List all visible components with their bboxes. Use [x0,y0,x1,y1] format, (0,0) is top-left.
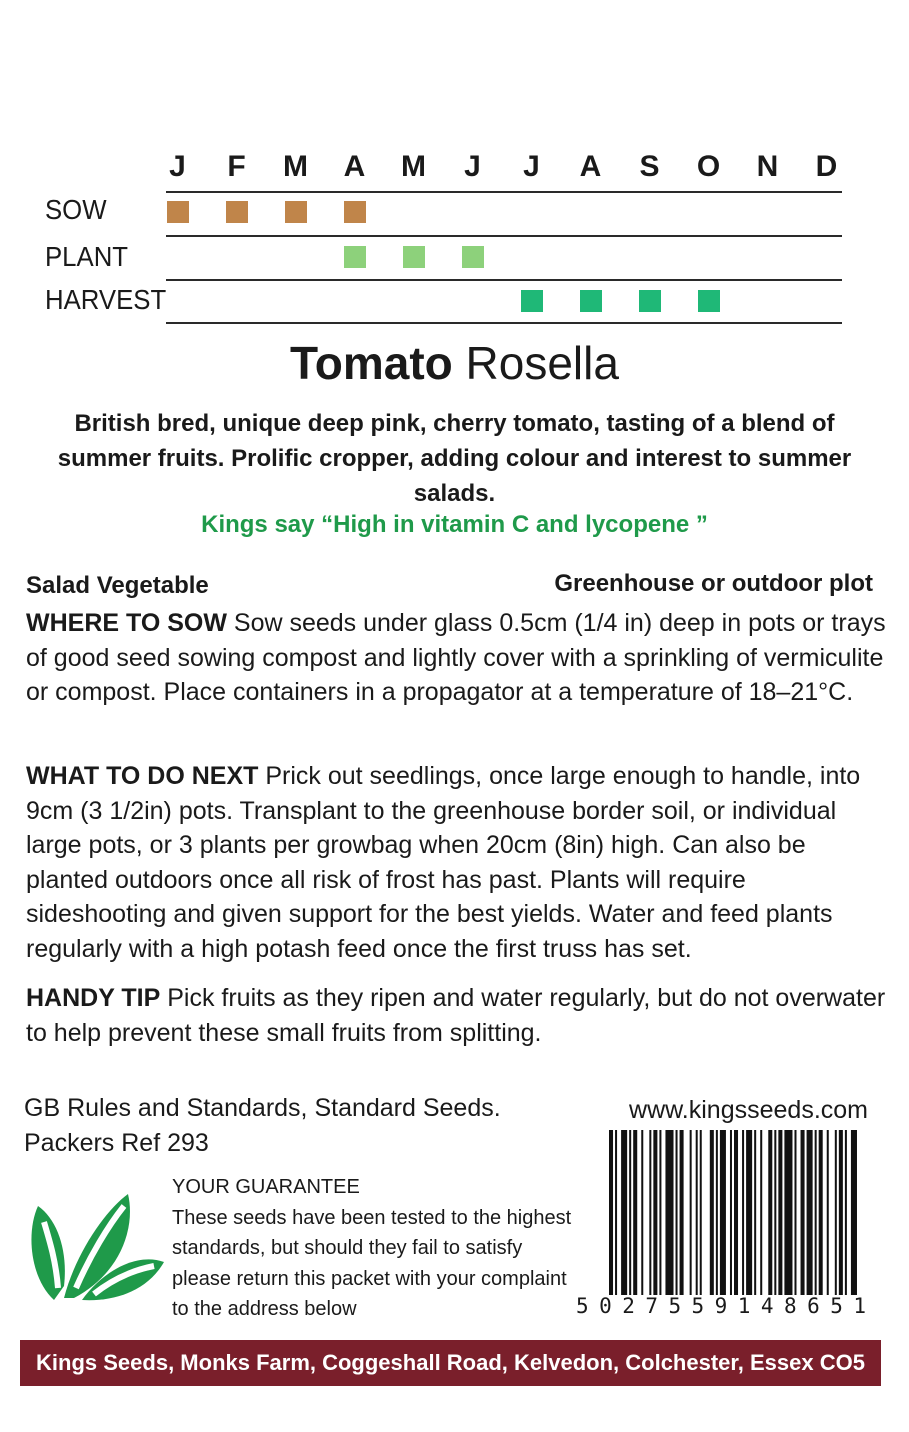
month-header: S [639,150,661,183]
address-bar: Kings Seeds, Monks Farm, Coggeshall Road, Kelvedon, Colchester, Essex CO5 9PG [20,1340,881,1386]
category-label: Salad Vegetable [26,572,209,599]
calendar-marker [698,290,720,312]
rules-standards [24,1091,501,1161]
what-to-do-next-section [26,759,886,966]
what-to-do-next-text: Prick out seedlings, once large enough to handle, into 9cm (3 1/2in) pots. Transplant to the greenhouse border soil, or individual large pots, or 3 plants per growbag when 20cm (8in) high. Can also be planted outdoors once all risk of frost has past. Plants will require sideshooting and given support for the best yields. Water and feed plants regularly with a high potash feed once the first truss has set. [26,762,861,963]
barcode-digit: 7 [645,1294,658,1318]
calendar-marker [285,201,307,223]
calendar-rule [166,279,842,281]
calendar-marker [344,246,366,268]
month-header: A [343,150,367,183]
calendar-row-label: PLANT [45,241,129,272]
barcode-digit: 5 [830,1294,843,1318]
month-header: J [464,150,482,183]
handy-tip-section [26,981,886,1050]
handy-tip-text: Pick fruits as they ripen and water regularly, but do not overwater to help prevent these small fruits from splitting. [26,984,886,1047]
handy-tip-heading: HANDY TIP [26,984,161,1012]
month-header: F [227,150,247,183]
calendar-marker [167,201,189,223]
sowing-calendar [0,0,909,340]
packers-ref: Packers Ref 293 [24,1129,209,1157]
title-variety: Rosella [465,337,619,389]
where-to-sow-section [26,606,886,710]
month-header: M [283,150,309,183]
barcode-digit: 0 [599,1294,612,1318]
barcode-digit: 5 [691,1294,705,1318]
barcode-digit: 6 [807,1294,820,1318]
month-header: M [401,150,427,183]
barcode-digit: 5 [576,1294,589,1318]
barcode-digit: 8 [783,1294,797,1318]
website-url: www.kingsseeds.com [629,1096,868,1124]
kings-leaf-logo-icon [24,1192,166,1302]
barcode-digit: 9 [714,1294,728,1318]
month-header: J [523,150,541,183]
calendar-rule [166,191,842,193]
title-vegetable: Tomato [290,337,453,389]
guarantee-heading: YOUR GUARANTEE [172,1176,360,1198]
kings-say-quote: Kings say “High in vitamin C and lycopene ” [201,511,708,538]
month-header: N [756,150,780,183]
barcode-digit: 2 [622,1294,635,1318]
calendar-marker [462,246,484,268]
barcode-digit: 1 [737,1294,751,1318]
barcode-digit: 4 [760,1294,774,1318]
calendar-marker [580,290,602,312]
barcode-number [576,1294,866,1318]
calendar-marker [344,201,366,223]
month-header: O [696,150,722,183]
calendar-marker [639,290,661,312]
where-to-sow-heading: WHERE TO SOW [26,609,227,637]
product-title [0,336,909,390]
calendar-row-label: SOW [45,194,107,225]
what-to-do-next-heading: WHAT TO DO NEXT [26,762,259,790]
rules-line: GB Rules and Standards, Standard Seeds. [24,1094,501,1122]
month-header: J [169,150,187,183]
barcode-digit: 5 [668,1294,682,1318]
calendar-rule [166,235,842,237]
barcode-icon [609,1130,859,1295]
month-header: D [815,150,839,183]
calendar-row-label: HARVEST [45,284,167,315]
guarantee-text: These seeds have been tested to the highest standards, but should they fail to satisfy please return this packet with your complaint to the address below [172,1206,572,1320]
month-header: A [579,150,603,183]
calendar-rule [166,322,842,324]
barcode-digit: 1 [853,1294,866,1318]
where-to-sow-text: Sow seeds under glass 0.5cm (1/4 in) deep in pots or trays of good seed sowing compost and lightly cover with a sprinkling of vermiculite or compost. Place containers in a propagator at a temperature of 18–21°C. [26,609,886,706]
guarantee-block [172,1172,572,1325]
calendar-marker [226,201,248,223]
product-description: British bred, unique deep pink, cherry tomato, tasting of a blend of summer fruits. Prolific cropper, adding colour and interest to summer salads. [57,410,852,507]
calendar-marker [403,246,425,268]
calendar-marker [521,290,543,312]
location-label: Greenhouse or outdoor plot [554,570,873,597]
